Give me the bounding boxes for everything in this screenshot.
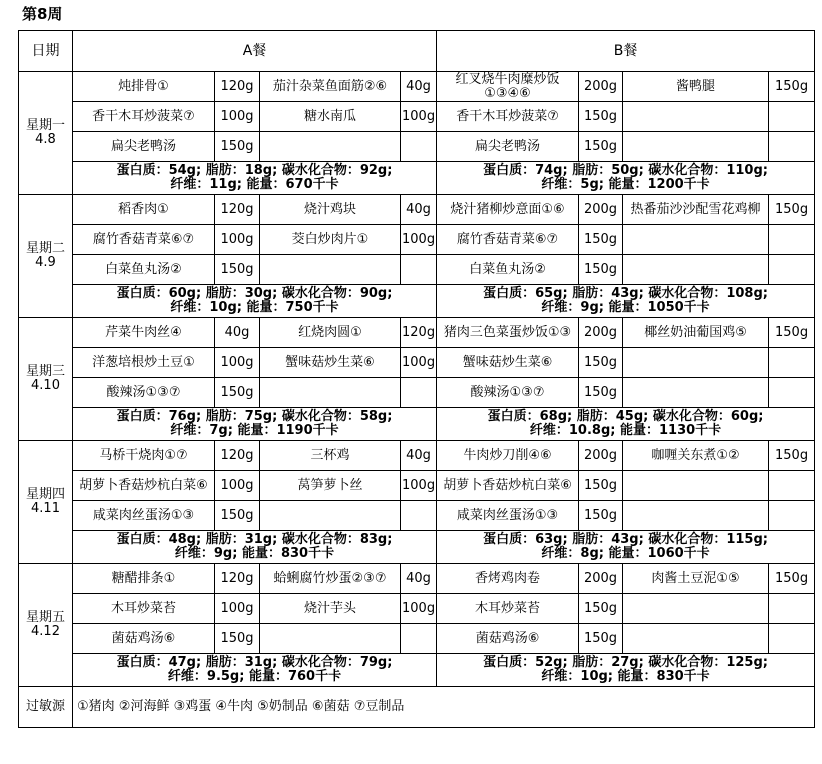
dish-name: 牛肉炒刀削④⑥ [437,441,579,471]
nutrition-line: 纤维：10g; 能量：830千卡 [541,669,710,684]
dish-weight: 150g [769,72,815,102]
dish-name [623,594,769,624]
dish-weight [769,225,815,255]
dish-weight: 40g [215,318,260,348]
dish-name: 椰丝奶油葡国鸡⑤ [623,318,769,348]
day-cell [19,72,73,195]
day-date: 4.9 [35,255,56,270]
dish-weight: 150g [579,225,623,255]
nutrition-line: 蛋白质：68g; 脂肪：45g; 碳水化合物：60g; [487,409,764,424]
dish-weight: 200g [579,72,623,102]
day-name: 星期一 [25,118,65,133]
nutrition-row [19,531,815,564]
nutrition-line: 蛋白质：65g; 脂肪：43g; 碳水化合物：108g; [483,286,768,301]
dish-weight [769,624,815,654]
dish-weight: 150g [579,102,623,132]
menu-row [19,564,815,594]
day-date: 4.8 [35,132,56,147]
dish-name: 茭白炒肉片① [260,225,401,255]
dish-weight: 100g [215,471,260,501]
a-nutrition [73,408,437,441]
dish-weight: 40g [401,195,437,225]
menu-row [19,255,815,285]
dish-weight: 200g [579,195,623,225]
dish-weight: 120g [215,441,260,471]
nutrition-line: 蛋白质：60g; 脂肪：30g; 碳水化合物：90g; [116,286,393,301]
dish-name: 咖喱关东煮①② [623,441,769,471]
day-cell [19,195,73,318]
dish-weight: 150g [579,132,623,162]
day-cell [19,318,73,441]
dish-name [623,348,769,378]
dish-name: 白菜鱼丸汤② [437,255,579,285]
dish-weight: 100g [401,594,437,624]
dish-name [623,501,769,531]
nutrition-line: 纤维：11g; 能量：670千卡 [170,177,339,192]
dish-weight [769,255,815,285]
allergen-row [19,687,815,728]
date-header: 日期 [19,31,73,72]
dish-weight: 150g [579,501,623,531]
dish-weight: 150g [579,594,623,624]
dish-weight: 40g [401,441,437,471]
menu-row [19,195,815,225]
menu-row [19,132,815,162]
dish-weight: 120g [215,195,260,225]
dish-name: 烧汁鸡块 [260,195,401,225]
dish-weight [401,378,437,408]
dish-weight: 100g [401,348,437,378]
allergen-list: ①猪肉 ②河海鲜 ③鸡蛋 ④牛肉 ⑤奶制品 ⑥菌菇 ⑦豆制品 [73,687,815,728]
dish-name [623,132,769,162]
dish-weight: 150g [769,195,815,225]
dish-name: 烧汁芋头 [260,594,401,624]
dish-name: 香烤鸡肉卷 [437,564,579,594]
week-title: 第8周 [22,5,63,23]
nutrition-line: 蛋白质：54g; 脂肪：18g; 碳水化合物：92g; [116,163,393,178]
nutrition-line: 蛋白质：48g; 脂肪：31g; 碳水化合物：83g; [116,532,393,547]
dish-name [260,132,401,162]
dish-weight: 120g [215,564,260,594]
dish-weight: 150g [579,471,623,501]
menu-row [19,102,815,132]
dish-name: 菌菇鸡汤⑥ [437,624,579,654]
dish-weight: 200g [579,564,623,594]
menu-row [19,594,815,624]
dish-name [623,624,769,654]
dish-name: 咸菜肉丝蛋汤①③ [437,501,579,531]
nutrition-line: 纤维：10g; 能量：750千卡 [170,300,339,315]
day-date: 4.11 [31,501,60,516]
dish-weight: 120g [215,72,260,102]
day-cell [19,441,73,564]
dish-weight [769,102,815,132]
dish-weight: 150g [769,318,815,348]
b-nutrition [437,162,815,195]
dish-weight: 150g [579,255,623,285]
dish-name: 木耳炒菜苔 [73,594,215,624]
dish-name: 莴笋萝卜丝 [260,471,401,501]
nutrition-line: 蛋白质：74g; 脂肪：50g; 碳水化合物：110g; [483,163,768,178]
dish-name: 糖水南瓜 [260,102,401,132]
b-nutrition [437,285,815,318]
nutrition-line: 纤维：9g; 能量：830千卡 [174,546,335,561]
day-name: 星期三 [25,364,65,379]
dish-name: 扁尖老鸭汤 [73,132,215,162]
dish-name: 红叉烧牛肉糜炒饭①③④⑥ [437,72,579,102]
dish-name: 胡萝卜香菇炒杭白菜⑥ [73,471,215,501]
dish-weight: 100g [401,471,437,501]
dish-name [623,255,769,285]
dish-weight: 150g [215,132,260,162]
dish-weight: 200g [579,318,623,348]
dish-name: 三杯鸡 [260,441,401,471]
dish-weight: 150g [215,378,260,408]
dish-weight [401,132,437,162]
nutrition-row [19,162,815,195]
day-date: 4.12 [31,624,60,639]
a-nutrition [73,285,437,318]
menu-row [19,378,815,408]
dish-weight [769,132,815,162]
dish-name [260,501,401,531]
dish-weight: 100g [401,102,437,132]
menu-row [19,225,815,255]
b-nutrition [437,531,815,564]
menu-row [19,348,815,378]
dish-weight [401,501,437,531]
menu-row [19,441,815,471]
dish-name: 扁尖老鸭汤 [437,132,579,162]
nutrition-line: 蛋白质：76g; 脂肪：75g; 碳水化合物：58g; [116,409,393,424]
nutrition-line: 纤维：10.8g; 能量：1130千卡 [529,423,722,438]
dish-name: 酱鸭腿 [623,72,769,102]
dish-weight: 100g [401,225,437,255]
dish-weight: 100g [215,225,260,255]
dish-weight: 100g [215,348,260,378]
dish-weight [401,624,437,654]
dish-weight: 150g [769,441,815,471]
b-meal-header: B餐 [437,31,815,72]
dish-name: 炖排骨① [73,72,215,102]
dish-name [623,225,769,255]
dish-name [260,378,401,408]
nutrition-row [19,654,815,687]
header-row [19,31,815,72]
dish-name: 香干木耳炒菠菜⑦ [437,102,579,132]
dish-name: 稻香肉① [73,195,215,225]
dish-name: 糖醋排条① [73,564,215,594]
dish-name: 腐竹香菇青菜⑥⑦ [437,225,579,255]
allergen-label: 过敏源 [19,687,73,728]
dish-weight [769,471,815,501]
menu-table [18,30,815,728]
dish-name: 香干木耳炒菠菜⑦ [73,102,215,132]
dish-name: 蟹味菇炒生菜⑥ [260,348,401,378]
dish-weight: 100g [215,594,260,624]
dish-name: 白菜鱼丸汤② [73,255,215,285]
a-meal-header: A餐 [73,31,437,72]
dish-name: 烧汁猪柳炒意面①⑥ [437,195,579,225]
day-name: 星期二 [25,241,65,256]
dish-name: 酸辣汤①③⑦ [73,378,215,408]
dish-name: 酸辣汤①③⑦ [437,378,579,408]
menu-row [19,501,815,531]
dish-weight: 200g [579,441,623,471]
dish-name: 马桥干烧肉①⑦ [73,441,215,471]
dish-weight: 100g [215,102,260,132]
dish-weight [769,594,815,624]
nutrition-line: 纤维：9g; 能量：1050千卡 [541,300,710,315]
day-date: 4.10 [31,378,60,393]
nutrition-row [19,285,815,318]
dish-weight: 150g [579,348,623,378]
nutrition-line: 纤维：7g; 能量：1190千卡 [170,423,339,438]
b-nutrition [437,408,815,441]
menu-row [19,72,815,102]
dish-name [260,624,401,654]
dish-name: 茄汁杂菜鱼面筋②⑥ [260,72,401,102]
dish-name: 蟹味菇炒生菜⑥ [437,348,579,378]
dish-weight: 150g [215,501,260,531]
dish-weight [769,348,815,378]
dish-weight: 150g [579,624,623,654]
a-nutrition [73,162,437,195]
dish-weight: 40g [401,564,437,594]
dish-name [623,102,769,132]
day-cell [19,564,73,687]
dish-name: 菌菇鸡汤⑥ [73,624,215,654]
dish-name [623,471,769,501]
dish-name: 腐竹香菇青菜⑥⑦ [73,225,215,255]
dish-name: 咸菜肉丝蛋汤①③ [73,501,215,531]
dish-weight: 120g [401,318,437,348]
menu-row [19,624,815,654]
dish-name: 热番茄沙沙配雪花鸡柳 [623,195,769,225]
dish-weight: 150g [579,378,623,408]
nutrition-line: 蛋白质：63g; 脂肪：43g; 碳水化合物：115g; [483,532,768,547]
dish-weight [769,378,815,408]
nutrition-line: 纤维：5g; 能量：1200千卡 [541,177,710,192]
dish-name: 红烧肉圆① [260,318,401,348]
dish-weight: 150g [215,624,260,654]
dish-name: 木耳炒菜苔 [437,594,579,624]
day-name: 星期五 [25,610,65,625]
dish-weight: 150g [215,255,260,285]
nutrition-line: 纤维：9.5g; 能量：760千卡 [167,669,342,684]
dish-name [623,378,769,408]
dish-weight [401,255,437,285]
dish-name: 芹菜牛肉丝④ [73,318,215,348]
day-name: 星期四 [25,487,65,502]
nutrition-row [19,408,815,441]
b-nutrition [437,654,815,687]
dish-weight: 40g [401,72,437,102]
nutrition-line: 蛋白质：47g; 脂肪：31g; 碳水化合物：79g; [116,655,393,670]
dish-name: 蛤蜊腐竹炒蛋②③⑦ [260,564,401,594]
a-nutrition [73,531,437,564]
dish-name: 猪肉三色菜蛋炒饭①③ [437,318,579,348]
menu-row [19,318,815,348]
dish-name [260,255,401,285]
dish-name: 胡萝卜香菇炒杭白菜⑥ [437,471,579,501]
nutrition-line: 蛋白质：52g; 脂肪：27g; 碳水化合物：125g; [483,655,768,670]
dish-name: 肉酱土豆泥①⑤ [623,564,769,594]
nutrition-line: 纤维：8g; 能量：1060千卡 [541,546,710,561]
dish-name: 洋葱培根炒土豆① [73,348,215,378]
dish-weight [769,501,815,531]
menu-row [19,471,815,501]
dish-weight: 150g [769,564,815,594]
a-nutrition [73,654,437,687]
